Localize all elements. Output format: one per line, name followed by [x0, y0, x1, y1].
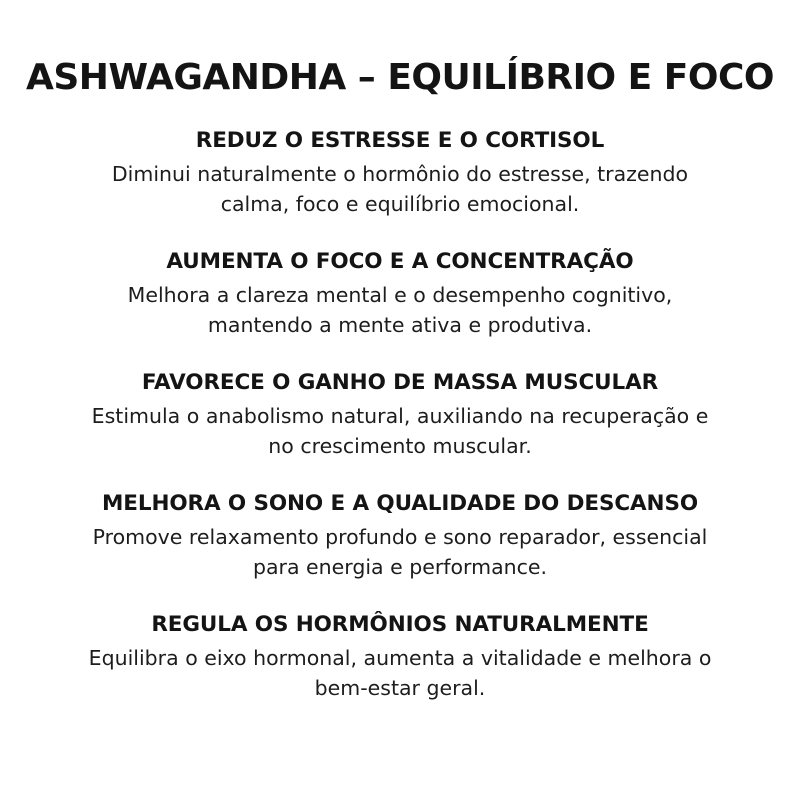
benefit-body: Diminui naturalmente o hormônio do estresse, trazendo calma, foco e equilíbrio emocional.	[111, 162, 689, 216]
list-item	[56, 370, 744, 461]
list-item	[56, 128, 744, 219]
benefit-heading: REGULA OS HORMÔNIOS NATURALMENTE	[151, 611, 649, 637]
benefits-list	[56, 128, 744, 703]
page-title: ASHWAGANDHA – EQUILÍBRIO E FOCO	[25, 57, 775, 98]
benefit-heading: MELHORA O SONO E A QUALIDADE DO DESCANSO	[101, 490, 699, 516]
benefit-body: Promove relaxamento profundo e sono reparador, essencial para energia e performance.	[92, 525, 708, 579]
list-item	[56, 491, 744, 582]
benefit-heading: AUMENTA O FOCO E A CONCENTRAÇÃO	[166, 248, 634, 274]
list-item	[56, 249, 744, 340]
benefit-body: Equilibra o eixo hormonal, aumenta a vitalidade e melhora o bem-estar geral.	[88, 646, 712, 700]
list-item	[56, 612, 744, 703]
benefit-body: Estimula o anabolismo natural, auxiliando na recuperação e no crescimento muscular.	[91, 404, 709, 458]
benefit-body: Melhora a clareza mental e o desempenho cognitivo, mantendo a mente ativa e produtiva.	[127, 283, 673, 337]
benefit-heading: REDUZ O ESTRESSE E O CORTISOL	[195, 127, 605, 153]
benefit-heading: FAVORECE O GANHO DE MASSA MUSCULAR	[141, 369, 659, 395]
